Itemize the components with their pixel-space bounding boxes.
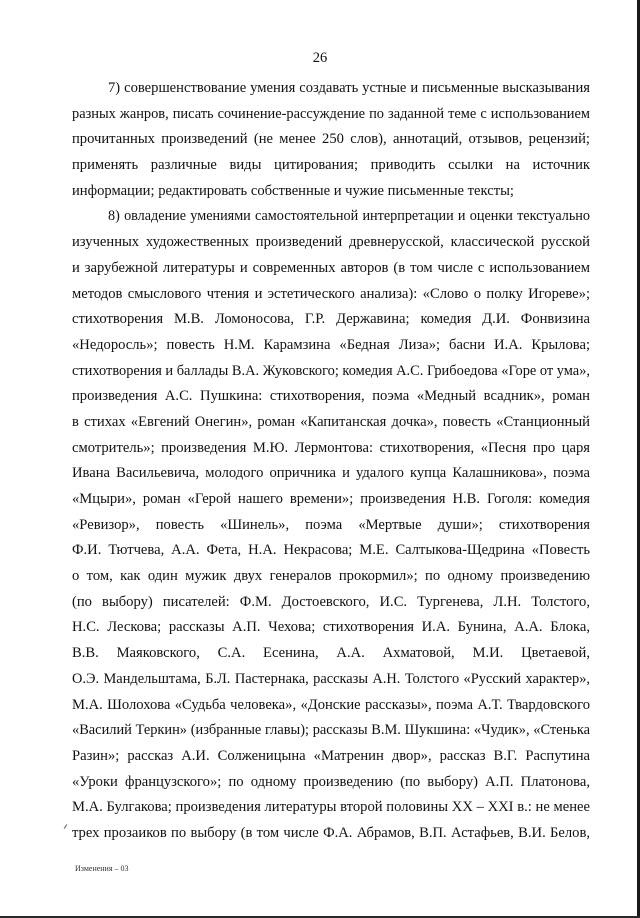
text-line: «Ревизор», повесть «Шинель», поэма «Мертвые души»; стихотворения <box>72 516 590 533</box>
text-line: произведения А.С. Пушкина: стихотворения, поэма «Медный всадник», роман <box>72 388 590 405</box>
text-line: смотритель»; произведения М.Ю. Лермонтова: стихотворения, «Песня про царя <box>72 439 590 456</box>
text-line: и зарубежной литературы и современных авторов (в том числе с использованием <box>72 259 590 276</box>
text-line: «Мцыри», роман «Герой нашего времени»; произведения Н.В. Гоголя: комедия <box>72 491 590 507</box>
text-line: Ф.И. Тютчева, А.А. Фета, Н.А. Некрасова; М.Е. Салтыкова-Щедрина «Повесть <box>72 542 590 559</box>
text-line: «Недоросль»; повесть Н.М. Карамзина «Бедная Лиза»; басни И.А. Крылова; <box>72 336 590 353</box>
text-line: применять различные виды цитирования; приводить ссылки на источник <box>72 157 590 174</box>
text-line: (по выбору) писателей: Ф.М. Достоевского, И.С. Тургенева, Л.Н. Толстого, <box>72 593 590 610</box>
page-number: 26 <box>312 50 328 66</box>
text-line: методов смыслового чтения и эстетического анализа): «Слово о полку Игореве»; <box>72 285 590 302</box>
text-line: М.А. Шолохова «Судьба человека», «Донские рассказы», поэма А.Т. Твардовского <box>72 696 590 713</box>
document-body <box>72 76 590 847</box>
text-line: трех прозаиков по выбору (в том числе Ф.А. Абрамов, В.П. Астафьев, В.И. Белов, <box>72 824 590 841</box>
text-line: информации; редактировать собственные и чужие письменные тексты; <box>72 182 514 199</box>
text-line: разных жанров, писать сочинение-рассуждение по заданной теме с использованием <box>72 105 590 122</box>
text-line: 7) совершенствование умения создавать устные и письменные высказывания <box>108 80 590 96</box>
text-line: Н.С. Лескова; рассказы А.П. Чехова; стихотворения И.А. Бунина, А.А. Блока, <box>72 619 590 636</box>
text-line: в стихах «Евгений Онегин», роман «Капитанская дочка», повесть «Станционный <box>72 413 590 430</box>
text-line: прочитанных произведений (не менее 250 слов), аннотаций, отзывов, рецензий; <box>72 131 590 148</box>
text-line: 8) овладение умениями самостоятельной интерпретации и оценки текстуально <box>108 208 590 225</box>
text-line: стихотворения М.В. Ломоносова, Г.Р. Державина; комедия Д.И. Фонвизина <box>72 311 590 328</box>
text-line: «Уроки французского»; по одному произведению (по выбору) А.П. Платонова, <box>72 773 590 790</box>
margin-mark <box>64 824 68 829</box>
text-line: О.Э. Мандельштама, Б.Л. Пастернака, рассказы А.Н. Толстого «Русский характер», <box>72 670 590 687</box>
text-line: о том, как один мужик двух генералов прокормил»; по одному произведению <box>72 568 590 585</box>
text-line: М.А. Булгакова; произведения литературы второй половины XX – XXI в.: не менее <box>72 799 590 816</box>
text-line: Разин»; рассказ А.И. Солженицына «Матренин двор», рассказ В.Г. Распутина <box>72 747 590 764</box>
text-line: стихотворения и баллады В.А. Жуковского; комедия А.С. Грибоедова «Горе от ума», <box>72 362 590 379</box>
revision-footer: Изменения – 03 <box>75 864 129 873</box>
text-line: Ивана Васильевича, молодого опричника и удалого купца Калашникова», поэма <box>72 465 590 482</box>
text-line: «Василий Теркин» (избранные главы); рассказы В.М. Шукшина: «Чудик», «Стенька <box>72 722 590 739</box>
text-line: изученных художественных произведений древнерусской, классической русской <box>72 234 590 251</box>
text-line: В.В. Маяковского, С.А. Есенина, А.А. Ахматовой, М.И. Цветаевой, <box>72 645 590 662</box>
